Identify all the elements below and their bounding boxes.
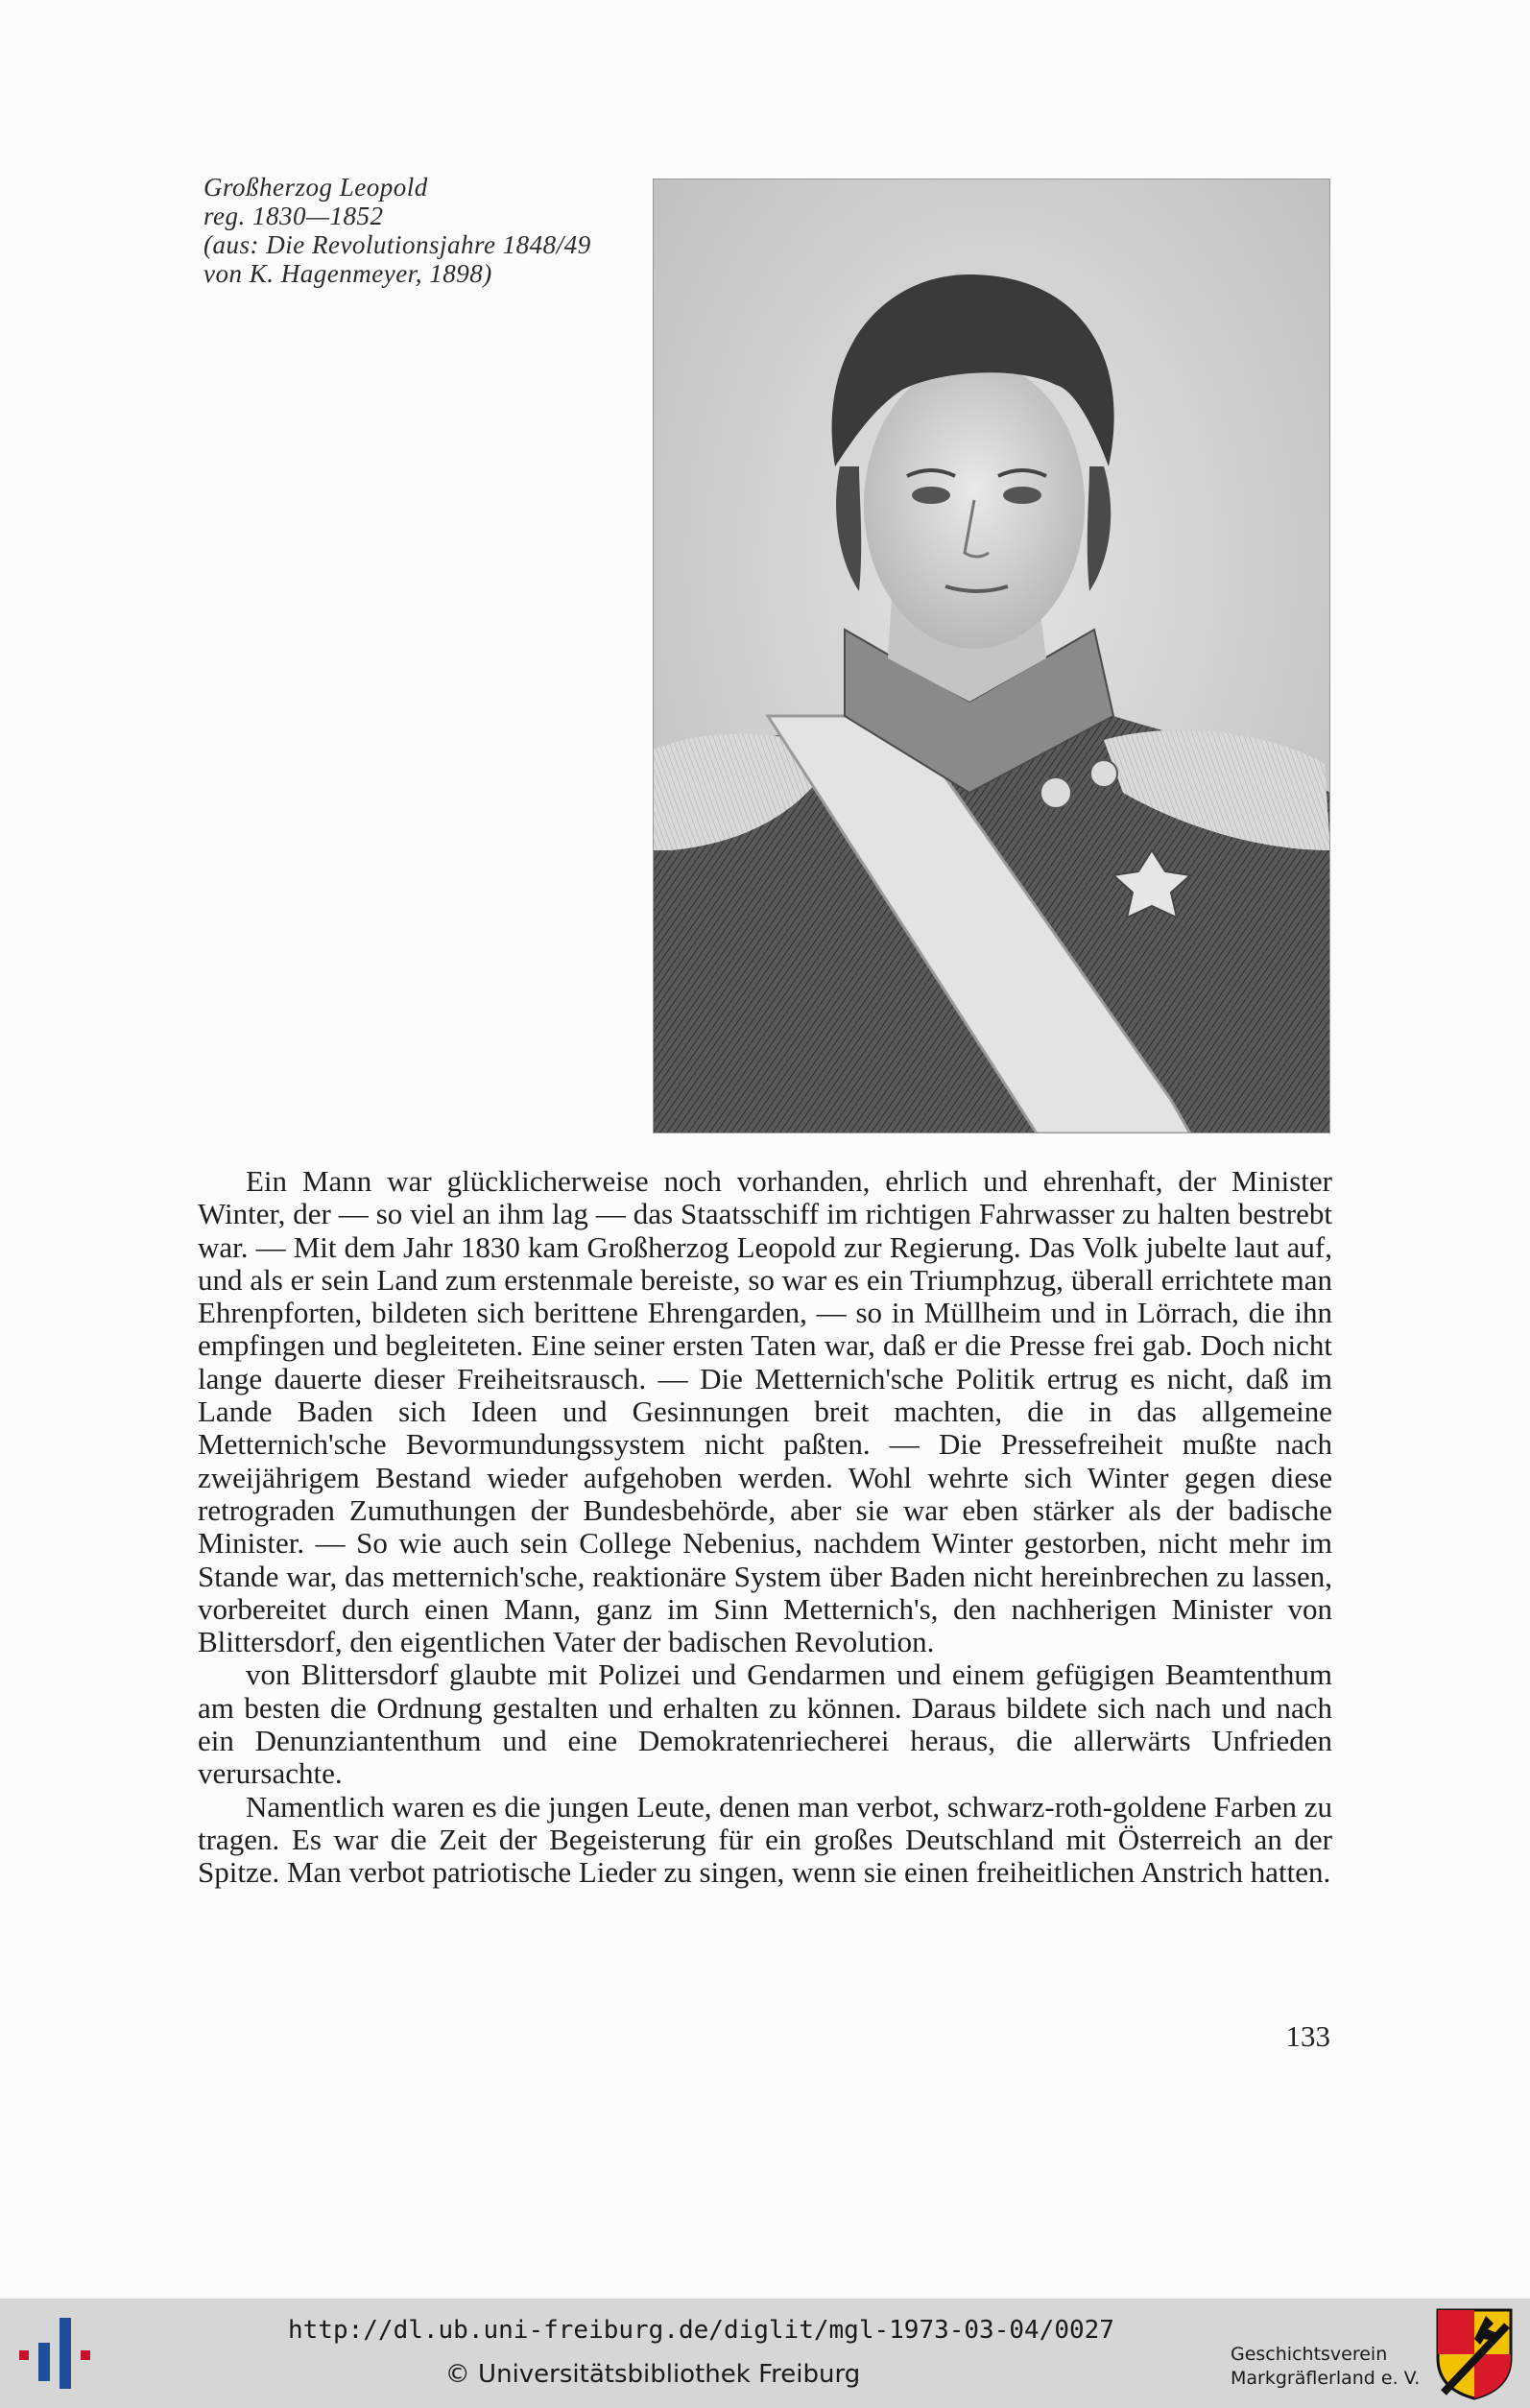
library-logo-icon: [17, 2314, 104, 2396]
article-body: [198, 1165, 1332, 1890]
society-name: [1231, 2343, 1422, 2391]
caption-line: Großherzog Leopold: [203, 173, 428, 202]
page-number: 133: [1285, 2019, 1330, 2053]
caption-line: reg. 1830—1852: [203, 202, 384, 230]
paragraph: Ein Mann war glücklicherweise noch vorhanden, ehrlich und ehrenhaft, der Minister Winter, der — so viel an ihm lag — das Staatsschiff im richtigen Fahrwasser zu halten bestrebt war. — Mit dem Jahr 1830 kam Großherzog Leopold zur Regierung. Das Volk jubelte laut auf, und als er sein Land zum erstenmale bereiste, so war es ein Triumphzug, überall errichtete man Ehrenpforten, bildeten sich berittene Ehrengarden, — so in Müllheim und in Lörrach, die ihn empfingen und begleiteten. Eine seiner ersten Taten war, daß er die Presse frei gab. Doch nicht lange dauerte dieser Freiheitsrausch. — Die Metternich'sche Politik ertrug es nicht, daß im Lande Baden sich Ideen und Gesinnungen breit machten, die in das allgemeine Metternich'sche Bevormundungssystem nicht paßten. — Die Pressefreiheit mußte nach zweijährigem Bestand wieder aufgehoben werden. Wohl wehrte sich Winter gegen diese retrograden Zumuthungen der Bundesbehörde, aber sie war eben stärker als der badische Minister. — So wie auch sein College Nebenius, nachdem Winter gestorben, nicht mehr im Stande war, das metternich'sche, reaktionäre System über Baden nicht hereinbrechen zu lassen, vorbereitet durch einen Mann, ganz im Sinn Metternich's, den nachherigen Minister von Blittersdorf, den eigentlichen Vater der badischen Revolution.: [198, 1164, 1332, 1659]
paragraph: von Blittersdorf glaubte mit Polizei und Gendarmen und einem gefügigen Beamtenthum am besten die Ordnung gestalten und erhalten zu können. Daraus bildete sich nach und nach ein Denunziantenthum und eine Demokratenriecherei heraus, die allerwärts Unfrieden verursachte.: [198, 1657, 1332, 1791]
document-url-link[interactable]: http://dl.ub.uni-freiburg.de/diglit/mgl-1973-03-04/0027: [288, 2316, 1114, 2345]
society-crest-icon: [1434, 2306, 1515, 2400]
paragraph: Namentlich waren es die jungen Leute, denen man verbot, schwarz-roth-goldene Farben zu tragen. Es war die Zeit der Begeisterung für ein großes Deutschland mit Österreich an der Spitze. Man verbot patriotische Lieder zu singen, wenn sie einen freiheitlichen Anstrich hatten.: [198, 1789, 1332, 1890]
society-line: Geschichtsverein: [1231, 2344, 1388, 2365]
caption-line: (aus: Die Revolutionsjahre 1848/49: [203, 230, 591, 259]
portrait-caption: [203, 173, 655, 288]
footer-bar: [0, 2299, 1530, 2408]
portrait-image: [653, 179, 1330, 1133]
copyright-text: © Universitätsbibliothek Freiburg: [444, 2360, 861, 2389]
caption-line: von K. Hagenmeyer, 1898): [203, 259, 492, 288]
society-line: Markgräflerland e. V.: [1231, 2368, 1421, 2389]
